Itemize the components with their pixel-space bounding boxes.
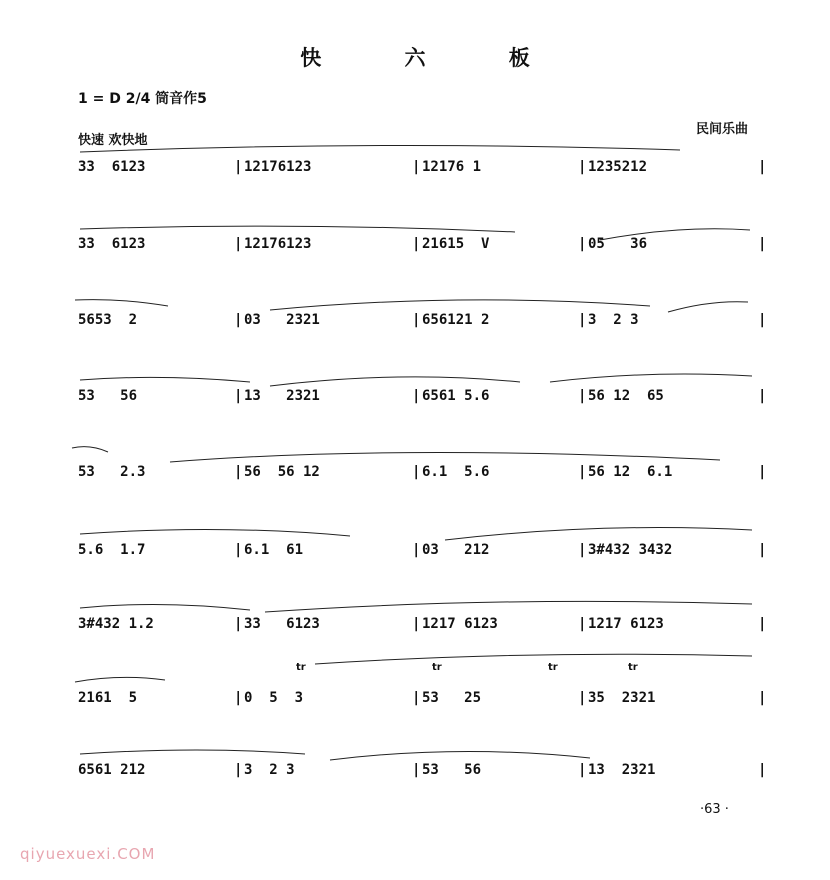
barline: | [234,616,243,632]
slur [80,529,350,536]
barline: | [758,159,767,175]
measure: 6561 212 [78,762,146,778]
measure: 12176123 [244,159,312,175]
slur [80,145,680,152]
measure: 03 2321 [244,312,320,328]
slur [80,377,250,382]
barline: | [758,464,767,480]
barline: | [758,388,767,404]
slur [80,604,250,610]
trill-mark: tr [432,662,442,673]
barline: | [234,542,243,558]
barline: | [234,312,243,328]
barline: | [578,388,587,404]
barline: | [758,616,767,632]
measure: 656121 2 [422,312,490,328]
measure: 12176 1 [422,159,482,175]
slur [75,677,165,682]
barline: | [578,690,587,706]
score-row [78,460,768,488]
barline: | [412,762,421,778]
score-row [78,308,768,336]
barline: | [412,616,421,632]
measure: 3 2 3 [244,762,295,778]
measure: 21615 V [422,236,490,252]
barline: | [412,236,421,252]
trill-mark: tr [628,662,638,673]
measure: 53 25 [422,690,482,706]
measure: 56 56 12 [244,464,320,480]
measure: 1235212 [588,159,648,175]
slur [315,654,752,664]
slur [550,374,752,382]
score-row [78,612,768,640]
trill-mark: tr [296,662,306,673]
measure: 53 56 [78,388,138,404]
measure: 1217 6123 [422,616,498,632]
measure: 1217 6123 [588,616,664,632]
watermark: qiyuexuexi.COM [20,845,156,863]
barline: | [578,616,587,632]
barline: | [758,312,767,328]
measure: 33 6123 [78,159,146,175]
barline: | [758,762,767,778]
measure: 53 56 [422,762,482,778]
barline: | [578,159,587,175]
piece-title: 快 六 板 [300,46,568,70]
barline: | [234,388,243,404]
measure: 6561 5.6 [422,388,490,404]
barline: | [578,542,587,558]
measure: 03 212 [422,542,490,558]
measure: 6.1 61 [244,542,304,558]
measure: 6.1 5.6 [422,464,490,480]
measure: 3#432 1.2 [78,616,154,632]
barline: | [234,236,243,252]
barline: | [578,236,587,252]
slur [75,300,168,306]
measure: 35 2321 [588,690,656,706]
barline: | [758,542,767,558]
barline: | [234,762,243,778]
measure: 33 6123 [244,616,320,632]
measure: 56 12 6.1 [588,464,673,480]
barline: | [234,159,243,175]
measure: 0 5 3 [244,690,304,706]
barline: | [412,312,421,328]
measure: 13 2321 [588,762,656,778]
score-row [78,538,768,566]
score-row [78,232,768,260]
measure: 5653 2 [78,312,138,328]
barline: | [758,236,767,252]
barline: | [578,762,587,778]
measure: 05 36 [588,236,648,252]
barline: | [412,542,421,558]
measure: 3#432 3432 [588,542,673,558]
measure: 13 2321 [244,388,320,404]
score-row [78,758,768,786]
measure: 5.6 1.7 [78,542,146,558]
composer-note: 民间乐曲 [695,122,748,137]
slur [265,601,752,612]
slur [80,750,305,754]
slur [72,447,108,452]
barline: | [412,464,421,480]
tempo-marking: 快速 欢快地 [78,133,148,148]
key-signature: 1 = D 2/4 筒音作5 [78,91,207,107]
barline: | [234,464,243,480]
barline: | [758,690,767,706]
barline: | [412,690,421,706]
measure: 53 2.3 [78,464,146,480]
barline: | [578,464,587,480]
page-number: ·63 · [700,802,729,817]
score-row [78,155,768,183]
measure: 33 6123 [78,236,146,252]
barline: | [412,388,421,404]
trill-mark: tr [548,662,558,673]
barline: | [234,690,243,706]
barline: | [412,159,421,175]
measure: 3 2 3 [588,312,639,328]
measure: 56 12 65 [588,388,664,404]
measure: 2161 5 [78,690,138,706]
measure: 12176123 [244,236,312,252]
score-row [78,686,768,714]
score-row [78,384,768,412]
barline: | [578,312,587,328]
